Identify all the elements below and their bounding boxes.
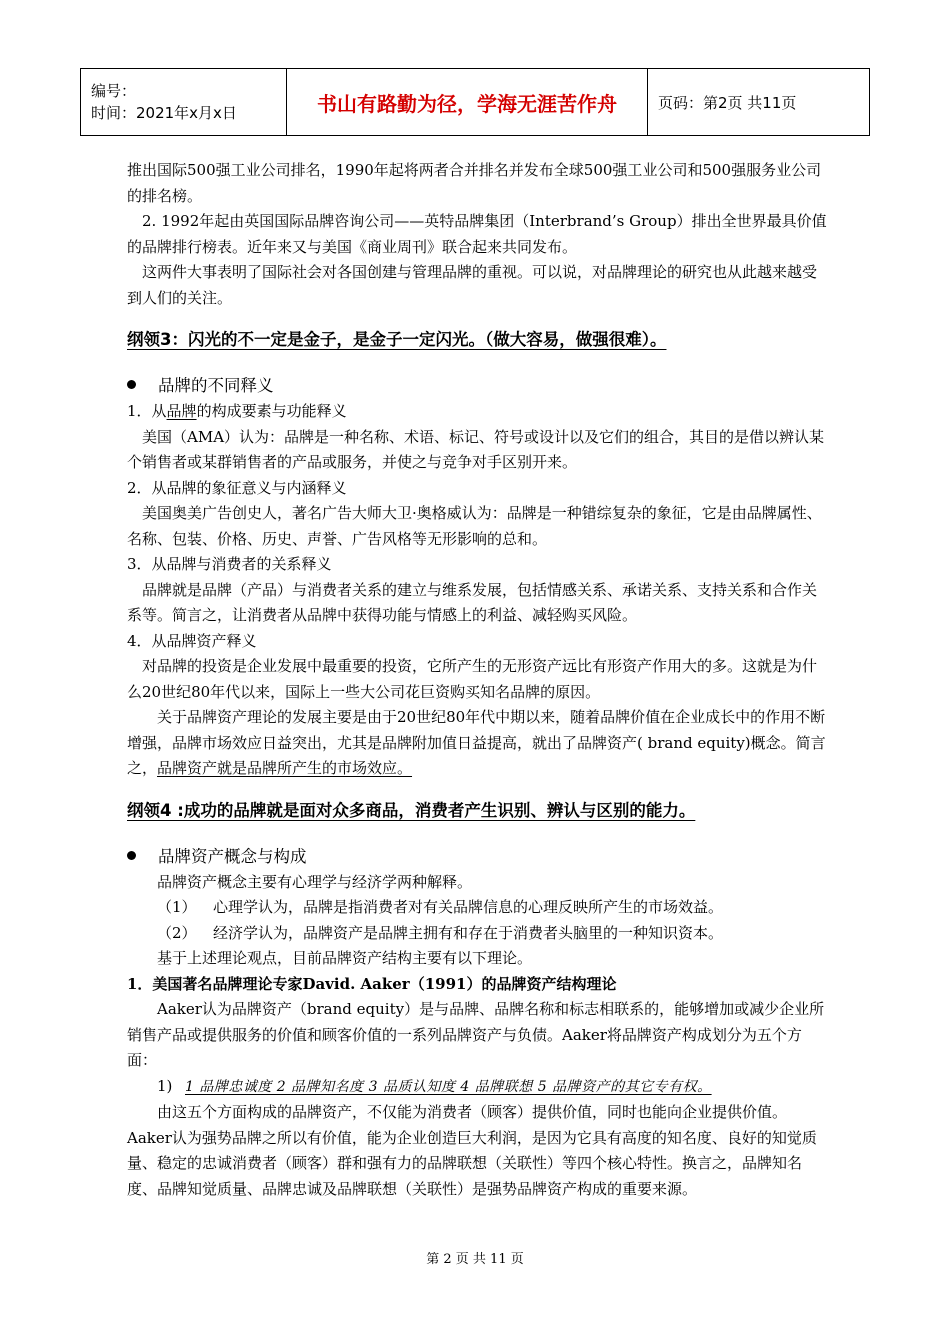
definition-2-title: 2．从品牌的象征意义与内涵释义 <box>127 478 347 497</box>
section-brand-equity: 品牌资产概念与构成 <box>127 844 827 870</box>
paragraph-ranking: 推出国际500强工业公司排名，1990年起将两者合并排名并发布全球500强工业公司和500强服务业公司的排名榜。 <box>127 161 822 205</box>
section-brand-definitions: 品牌的不同释义 <box>127 373 827 399</box>
five-aspects: 1) 1 品牌忠诚度 2 品牌知名度 3 品质认知度 4 品牌联想 5 品牌资产的其它专有权。 <box>157 1076 712 1095</box>
document-date: 时间：2021年x月x日 <box>91 104 237 122</box>
header-page-info: 页码：第2页 共11页 <box>648 69 870 136</box>
aaker-paragraph-2: 由这五个方面构成的品牌资产，不仅能为消费者（顾客）提供价值，同时也能向企业提供价值。Aaker认为强势品牌之所以有价值，能为企业创造巨大利润，是因为它具有高度的知名度、良好的知觉质量、稳定的忠诚消费者（顾客）群和强有力的品牌联想（关联性）等四个核心特性。换言之，品牌知名度、品牌知觉质量、品牌忠诚及品牌联想（关联性）是强势品牌资产构成的重要来源。 <box>127 1103 817 1198</box>
brand-link[interactable]: 品牌 <box>166 402 197 420</box>
definition-4-title: 4．从品牌资产释义 <box>127 631 257 650</box>
definition-1-body: 美国（AMA）认为：品牌是一种名称、术语、标记、符号或设计以及它们的组合，其目的是借以辨认某个销售者或某群销售者的产品或服务，并使之与竞争对手区别开来。 <box>127 427 825 471</box>
header-motto: 书山有路勤为径，学海无涯苦作舟 <box>287 69 648 136</box>
document-code: 编号： <box>91 82 137 100</box>
page-header <box>80 68 870 136</box>
equity-list-item-1: （1） 心理学认为，品牌是指消费者对有关品牌信息的心理反映所产生的市场效益。 <box>157 898 724 916</box>
definition-3-body: 品牌就是品牌（产品）与消费者关系的建立与维系发展，包括情感关系、承诺关系、支持关系和合作关系等。简言之，让消费者从品牌中获得功能与情感上的利益、减轻购买风险。 <box>127 580 818 624</box>
outline-4-heading: 纲领4 :成功的品牌就是面对众多商品，消费者产生识别、辨认与区别的能力。 <box>127 800 696 820</box>
brand-equity-intro: 品牌资产概念主要有心理学与经济学两种解释。 <box>157 872 473 891</box>
equity-list-item-2: （2） 经济学认为，品牌资产是品牌主拥有和存在于消费者头脑里的一种知识资本。 <box>157 923 724 942</box>
definition-3-title: 3．从品牌与消费者的关系释义 <box>127 555 332 573</box>
aaker-paragraph-1: Aaker认为品牌资产（brand equity）是与品牌、品牌名称和标志相联系的，能够增加或减少企业所销售产品或提供服务的价值和顾客价值的一系列品牌资产与负债。Aaker将品牌资产构成划分为五个方面： <box>127 1000 825 1069</box>
theory-basis: 基于上述理论观点，目前品牌资产结构主要有以下理论。 <box>157 949 533 967</box>
outline-3-heading: 纲领3：闪光的不一定是金子，是金子一定闪光。（做大容易，做强很难）。 <box>127 330 667 349</box>
definition-4-body-2: 关于品牌资产理论的发展主要是由于20世纪80年代中期以来，随着品牌价值在企业成长中的作用不断增强，品牌市场效应日益突出，尤其是品牌附加值日益提高，就出了品牌资产( brand equity)概念。简言之，品牌资产就是品牌所产生的市场效应。 <box>127 708 826 777</box>
bullet-icon <box>127 380 136 389</box>
definition-2-body: 美国奥美广告创史人，著名广告大师大卫·奥格威认为：品牌是一种错综复杂的象征，它是由品牌属性、名称、包装、价格、历史、声誉、广告风格等无形影响的总和。 <box>127 504 822 548</box>
brand-equity-summary: 品牌资产就是品牌所产生的市场效应。 <box>157 759 413 777</box>
header-meta <box>81 69 287 136</box>
page-footer: 第 2 页 共 11 页 <box>426 1252 524 1267</box>
definition-4-body: 对品牌的投资是企业发展中最重要的投资，它所产生的无形资产远比有形资产作用大的多。这就是为什么20世纪80年代以来，国际上一些大公司花巨资购买知名品牌的原因。 <box>127 657 818 701</box>
paragraph-interbrand: 2. 1992年起由英国国际品牌咨询公司——英特品牌集团（Interbrand’s Group）排出全世界最具价值的品牌排行榜表。近年来又与美国《商业周刊》联合起来共同发布。 <box>127 212 827 256</box>
aaker-theory-title: 1．美国著名品牌理论专家David. Aaker（1991）的品牌资产结构理论 <box>127 974 617 993</box>
bullet-icon <box>127 851 136 860</box>
paragraph-significance: 这两件大事表明了国际社会对各国创建与管理品牌的重视。可以说，对品牌理论的研究也从此越来越受到人们的关注。 <box>127 263 818 307</box>
definition-1-title: 1．从品牌的构成要素与功能释义 <box>127 402 347 420</box>
document-body <box>127 158 827 1202</box>
